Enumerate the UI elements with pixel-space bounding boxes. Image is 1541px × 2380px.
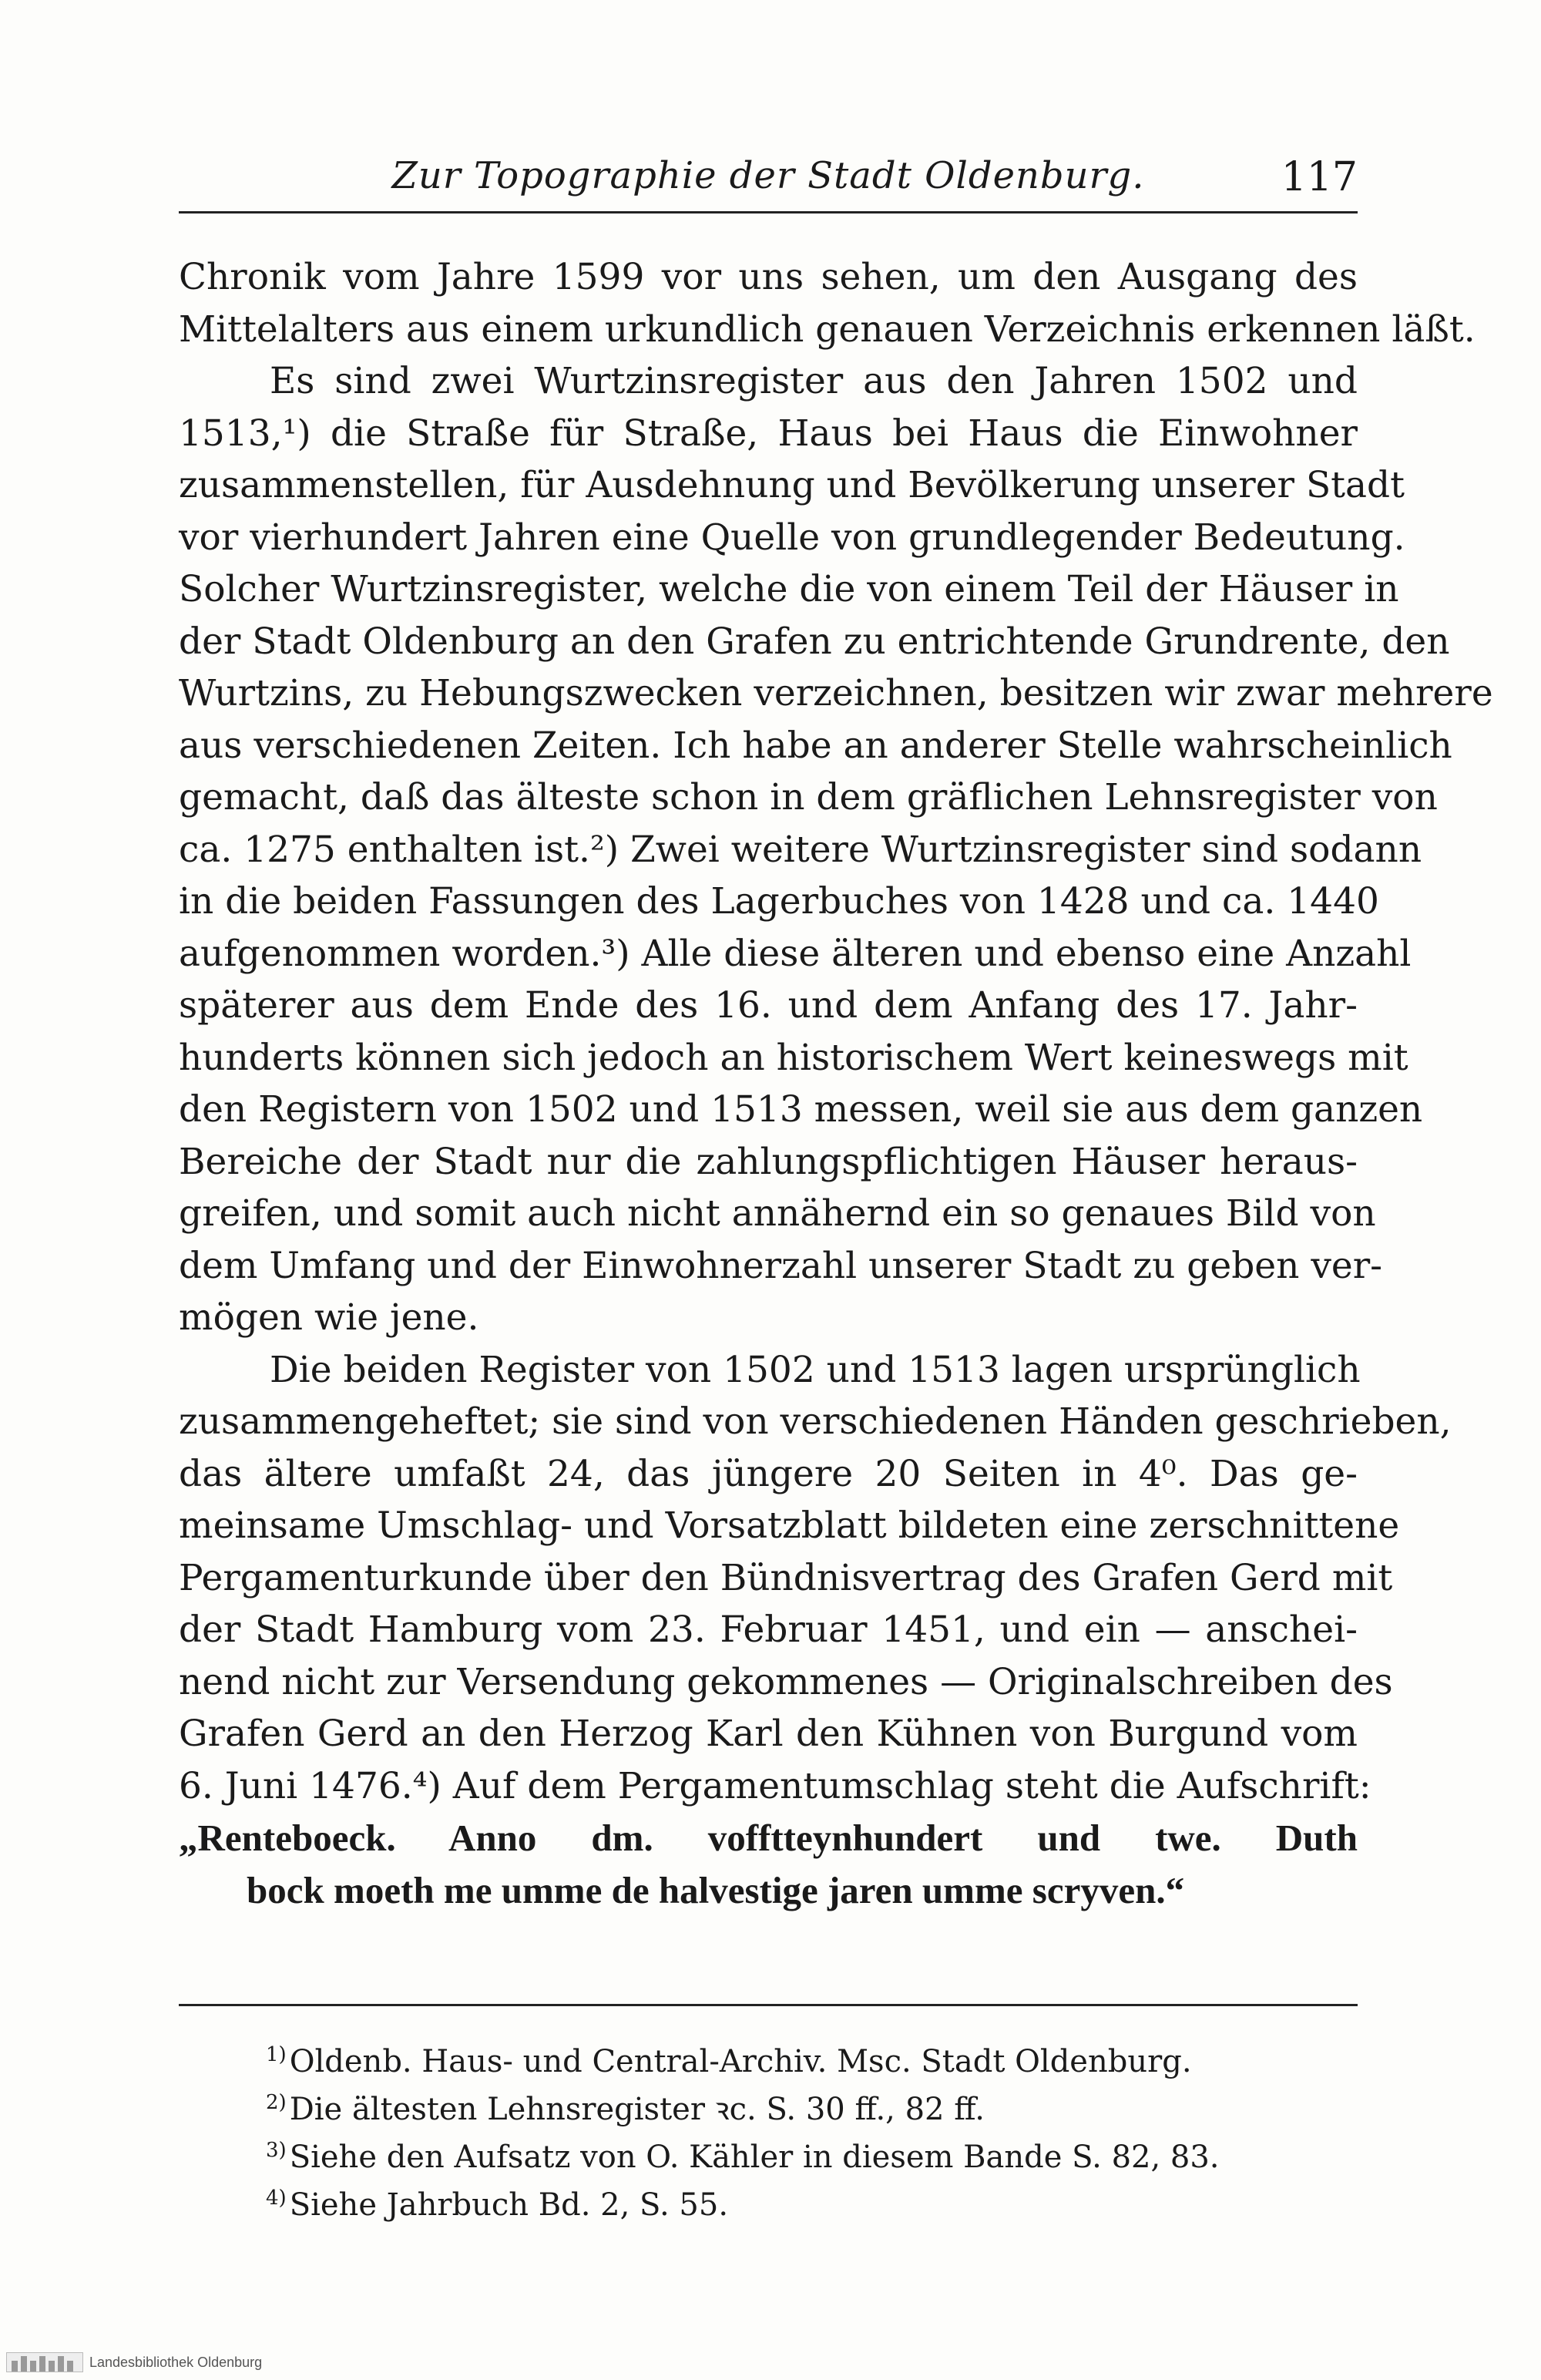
text-line: 6. Juni 1476.⁴) Auf dem Pergamentumschlag steht die Aufschrift: (179, 1764, 1371, 1807)
library-stamp-text: Landesbibliothek Oldenburg (89, 2354, 263, 2370)
paragraph-2 (179, 1344, 1452, 1813)
text-line: vor vierhundert Jahren eine Quelle von grundlegender Bedeutung. (179, 516, 1405, 559)
body-text (179, 251, 1493, 1916)
footnote-mark: 1) (266, 2043, 287, 2066)
page-number: 117 (1281, 154, 1358, 200)
block-quote (179, 1812, 1358, 1916)
text-line: der Stadt Oldenburg an den Grafen zu entrichtende Grundrente, den (179, 620, 1450, 663)
text-line: Mittelalters aus einem urkundlich genauen Verzeichnis erkennen läßt. (179, 308, 1476, 351)
footnote-text: Siehe Jahrbuch Bd. 2, S. 55. (289, 2187, 729, 2223)
text-line: Pergamenturkunde über den Bündnisvertrag des Grafen Gerd mit (179, 1556, 1393, 1599)
text-line: das ältere umfaßt 24, das jüngere 20 Seiten in 4⁰. Das ge- (179, 1452, 1358, 1495)
text-line: der Stadt Hamburg vom 23. Februar 1451, und ein — anschei- (179, 1609, 1358, 1651)
text-line: Grafen Gerd an den Herzog Karl den Kühnen von Burgund vom (179, 1713, 1358, 1755)
text-line: gemacht, daß das älteste schon in dem gräflichen Lehnsregister von (179, 776, 1438, 819)
footnote-text: Die ältesten Lehnsregister ꝛc. S. 30 ff., 82 ff. (289, 2092, 985, 2127)
quote-line: „Renteboeck. Anno dm. vofftteynhundert und twe. Duth (179, 1817, 1358, 1859)
text-line: Chronik vom Jahre 1599 vor uns sehen, um den Ausgang des (179, 256, 1358, 298)
text-line: Solcher Wurtzinsregister, welche die von einem Teil der Häuser in (179, 568, 1399, 610)
running-title: Zur Topographie der Stadt Oldenburg. (391, 154, 1145, 197)
footnote-mark: 3) (266, 2139, 287, 2162)
text-line: mögen wie jene. (179, 1296, 479, 1339)
footnote (266, 2174, 1345, 2222)
text-line: zusammenstellen, für Ausdehnung und Bevölkerung unserer Stadt (179, 464, 1405, 506)
footnote-mark: 2) (266, 2091, 287, 2114)
text-line: greifen, und somit auch nicht annähernd ein so genaues Bild von (179, 1192, 1376, 1235)
footnote-mark: 4) (266, 2187, 287, 2210)
text-line: aufgenommen worden.³) Alle diese älteren und ebenso eine Anzahl (179, 932, 1412, 975)
library-stamp (6, 2351, 262, 2374)
footnote (266, 2079, 1345, 2126)
text-line: in die beiden Fassungen des Lagerbuches von 1428 und ca. 1440 (179, 880, 1379, 923)
text-line: Bereiche der Stadt nur die zahlungspflichtigen Häuser heraus- (179, 1140, 1358, 1183)
paragraph-1 (179, 251, 1493, 1344)
text-line: Wurtzins, zu Hebungszwecken verzeichnen, besitzen wir zwar mehrere (179, 672, 1493, 714)
footnote-text: Siehe den Aufsatz von O. Kähler in diesem Bande S. 82, 83. (289, 2140, 1220, 2175)
text-line: zusammengeheftet; sie sind von verschiedenen Händen geschrieben, (179, 1400, 1452, 1443)
text-line: ca. 1275 enthalten ist.²) Zwei weitere Wurtzinsregister sind sodann (179, 828, 1422, 871)
header-rule (179, 211, 1358, 213)
footnote (266, 2031, 1345, 2079)
text-line: den Registern von 1502 und 1513 messen, weil sie aus dem ganzen (179, 1088, 1423, 1131)
text-line: späterer aus dem Ende des 16. und dem Anfang des 17. Jahr- (179, 984, 1358, 1027)
footnote-text: Oldenb. Haus- und Central-Archiv. Msc. Stadt Oldenburg. (289, 2044, 1192, 2079)
footnote (266, 2126, 1345, 2174)
library-building-icon (6, 2352, 83, 2372)
text-line: meinsame Umschlag- und Vorsatzblatt bildeten eine zerschnittene (179, 1504, 1400, 1547)
quote-line: bock moeth me umme de halvestige jaren umme scryven.“ (247, 1868, 1185, 1911)
text-line: hunderts können sich jedoch an historischem Wert keineswegs mit (179, 1036, 1408, 1079)
page-header (179, 154, 1358, 216)
text-line: aus verschiedenen Zeiten. Ich habe an anderer Stelle wahrscheinlich (179, 724, 1452, 767)
text-line: nend nicht zur Versendung gekommenes — Originalschreiben des (179, 1660, 1393, 1703)
text-line: dem Umfang und der Einwohnerzahl unserer Stadt zu geben ver- (179, 1244, 1383, 1287)
footnotes (266, 2031, 1345, 2222)
text-line: 1513,¹) die Straße für Straße, Haus bei Haus die Einwohner (179, 412, 1358, 455)
text-line: Die beiden Register von 1502 und 1513 lagen ursprünglich (270, 1348, 1361, 1391)
text-line: Es sind zwei Wurtzinsregister aus den Jahren 1502 und (270, 360, 1358, 402)
footnote-rule (179, 2004, 1358, 2006)
